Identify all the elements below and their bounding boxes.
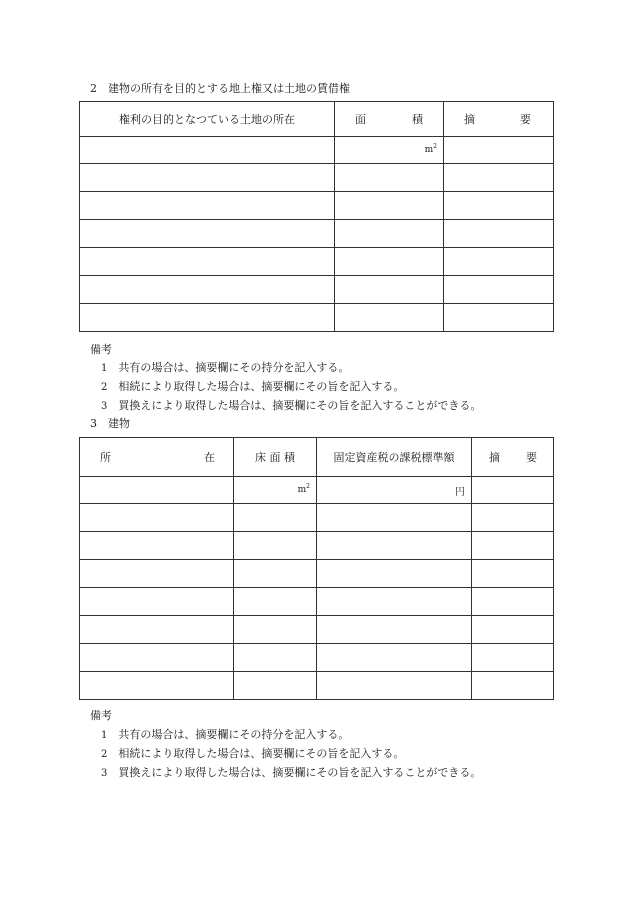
tax-value-cell[interactable] (317, 532, 472, 560)
floor-area-cell[interactable] (234, 644, 317, 672)
tax-value-cell[interactable] (317, 560, 472, 588)
land-location-cell[interactable] (80, 276, 335, 304)
table-row (80, 588, 554, 616)
floor-area-cell[interactable] (234, 616, 317, 644)
header-land-location: 権利の目的となつている土地の所在 (80, 102, 335, 137)
remarks-cell[interactable] (472, 532, 554, 560)
area-cell[interactable] (335, 164, 444, 192)
notes-3-item: 3 買換えにより取得した場合は、摘要欄にその旨を記入することができる。 (101, 766, 482, 779)
remarks-cell[interactable] (444, 276, 554, 304)
header-location-char-1: 所 (100, 451, 111, 464)
header-area-char-1: 面 (355, 113, 366, 126)
notes-2-label: 備考 (90, 343, 112, 356)
unit-square-meter: $m^2$ (424, 143, 437, 155)
table-row (80, 248, 554, 276)
table-row (80, 304, 554, 332)
floor-area-cell[interactable] (234, 532, 317, 560)
tax-value-cell[interactable] (317, 588, 472, 616)
floor-area-cell[interactable] (234, 672, 317, 700)
building-location-cell[interactable] (80, 477, 234, 504)
remarks-cell[interactable] (444, 248, 554, 276)
unit-square-meter: $m^2$ (297, 483, 310, 495)
header-remarks (444, 102, 554, 137)
building-location-cell[interactable] (80, 588, 234, 616)
header-building-location (80, 438, 234, 477)
building-location-cell[interactable] (80, 532, 234, 560)
header-tax-value: 固定資産税の課税標準額 (317, 438, 472, 477)
table-row (80, 616, 554, 644)
table-row (80, 532, 554, 560)
area-cell[interactable] (335, 248, 444, 276)
table-row (80, 672, 554, 700)
section-3-title: 3 建物 (90, 417, 130, 430)
notes-2-item: 3 買換えにより取得した場合は、摘要欄にその旨を記入することができる。 (101, 399, 482, 412)
remarks-cell[interactable] (444, 304, 554, 332)
remarks-cell[interactable] (472, 616, 554, 644)
remarks-cell[interactable] (472, 477, 554, 504)
land-location-cell[interactable] (80, 248, 335, 276)
area-cell[interactable] (335, 192, 444, 220)
remarks-cell[interactable] (472, 504, 554, 532)
land-location-cell[interactable] (80, 137, 335, 164)
remarks-cell[interactable] (472, 672, 554, 700)
building-location-cell[interactable] (80, 504, 234, 532)
area-cell[interactable] (335, 276, 444, 304)
table-row (80, 192, 554, 220)
header-remarks-char-2: 要 (520, 113, 531, 126)
table-header-row (80, 438, 554, 477)
area-cell[interactable] (335, 220, 444, 248)
floor-area-cell[interactable] (234, 560, 317, 588)
floor-area-cell[interactable] (234, 477, 317, 504)
area-cell[interactable] (335, 304, 444, 332)
notes-3-item: 1 共有の場合は、摘要欄にその持分を記入する。 (101, 728, 350, 741)
table-header-row (80, 102, 554, 137)
table-row (80, 477, 554, 504)
header-area (335, 102, 444, 137)
building-location-cell[interactable] (80, 616, 234, 644)
remarks-cell[interactable] (472, 644, 554, 672)
notes-2-item: 2 相続により取得した場合は、摘要欄にその旨を記入する。 (101, 380, 405, 393)
tax-value-cell[interactable] (317, 477, 472, 504)
header-area-char-2: 積 (412, 113, 423, 126)
table-row (80, 164, 554, 192)
remarks-cell[interactable] (472, 588, 554, 616)
tax-value-cell[interactable] (317, 672, 472, 700)
building-location-cell[interactable] (80, 644, 234, 672)
land-location-cell[interactable] (80, 304, 335, 332)
land-location-cell[interactable] (80, 192, 335, 220)
header-remarks (472, 438, 554, 477)
building-table (79, 437, 554, 700)
land-location-cell[interactable] (80, 164, 335, 192)
section-2-title: 2 建物の所有を目的とする地上権又は土地の賃借権 (90, 82, 350, 95)
table-row (80, 220, 554, 248)
notes-3-item: 2 相続により取得した場合は、摘要欄にその旨を記入する。 (101, 747, 405, 760)
tax-value-cell[interactable] (317, 616, 472, 644)
floor-area-cell[interactable] (234, 588, 317, 616)
building-location-cell[interactable] (80, 560, 234, 588)
building-location-cell[interactable] (80, 672, 234, 700)
land-location-cell[interactable] (80, 220, 335, 248)
tax-value-cell[interactable] (317, 504, 472, 532)
remarks-cell[interactable] (444, 137, 554, 164)
notes-3-label: 備考 (90, 709, 112, 722)
remarks-cell[interactable] (472, 560, 554, 588)
area-cell[interactable] (335, 137, 444, 164)
table-row (80, 560, 554, 588)
header-remarks-char-1: 摘 (489, 451, 500, 464)
tax-value-cell[interactable] (317, 644, 472, 672)
land-rights-table (79, 101, 554, 332)
table-row (80, 504, 554, 532)
header-remarks-char-2: 要 (526, 451, 537, 464)
header-location-char-2: 在 (204, 451, 215, 464)
header-remarks-char-1: 摘 (464, 113, 475, 126)
remarks-cell[interactable] (444, 192, 554, 220)
table-row (80, 276, 554, 304)
table-row (80, 137, 554, 164)
remarks-cell[interactable] (444, 164, 554, 192)
table-row (80, 644, 554, 672)
floor-area-cell[interactable] (234, 504, 317, 532)
header-floor-area: 床 面 積 (234, 438, 317, 477)
notes-2-item: 1 共有の場合は、摘要欄にその持分を記入する。 (101, 361, 350, 374)
remarks-cell[interactable] (444, 220, 554, 248)
unit-yen: 円 (455, 487, 465, 498)
